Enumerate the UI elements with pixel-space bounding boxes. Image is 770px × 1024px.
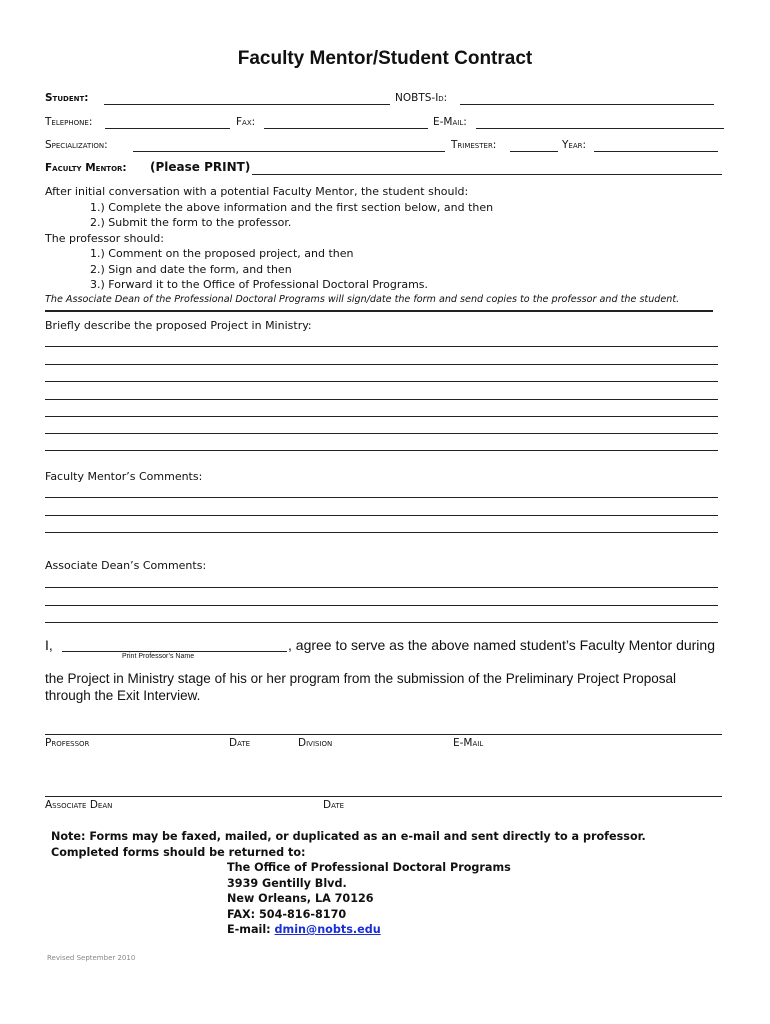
agreement-prefix: I, [45,637,53,653]
dean-comment-line[interactable] [45,622,718,623]
agreement-line-2: the Project in Ministry stage of his or her program from the submission of the Preliminary Project Proposal [45,671,677,686]
print-professor-caption: Print Professor’s Name [122,653,195,660]
office-city: New Orleans, LA 70126 [227,892,374,905]
student-field[interactable] [104,104,390,105]
student-label: Student: [45,92,89,104]
professor-step-3: 3.) Forward it to the Office of Professional Doctoral Programs. [90,278,429,291]
office-email-prefix: E-mail: [227,923,271,936]
specialization-label: Specialization: [45,139,108,151]
nobts-id-label: NOBTS-Id: [395,92,448,104]
project-line[interactable] [45,381,718,382]
project-line[interactable] [45,416,718,417]
fax-field[interactable] [264,128,428,129]
year-field[interactable] [594,151,718,152]
dean-comment-line[interactable] [45,605,718,606]
telephone-field[interactable] [105,128,230,129]
professor-signature-line[interactable] [45,734,722,735]
dean-date-label: Date [323,799,345,811]
office-name: The Office of Professional Doctoral Programs [227,861,511,874]
office-email-link[interactable]: dmin@nobts.edu [274,923,381,936]
email-field[interactable] [476,128,724,129]
trimester-label: Trimester: [451,139,497,151]
page-title: Faculty Mentor/Student Contract [237,48,533,69]
faculty-mentor-label: Faculty Mentor: [45,162,127,174]
mentor-comment-line[interactable] [45,515,718,516]
dean-comments-label: Associate Dean’s Comments: [45,559,207,572]
mentor-comments-label: Faculty Mentor’s Comments: [45,470,203,483]
note-line-2: Completed forms should be returned to: [51,846,306,859]
dean-comment-line[interactable] [45,587,718,588]
dean-note: The Associate Dean of the Professional Doctoral Programs will sign/date the form and send copies to the professor and the student. [45,294,680,305]
student-step-1: 1.) Complete the above information and the first section below, and then [90,201,494,214]
professor-intro: The professor should: [45,232,164,245]
project-line[interactable] [45,364,718,365]
project-label: Briefly describe the proposed Project in Ministry: [45,319,312,332]
division-label: Division [298,737,333,749]
trimester-field[interactable] [510,151,558,152]
office-fax: FAX: 504-816-8170 [227,908,347,921]
office-email [227,923,381,936]
specialization-field[interactable] [133,151,445,152]
agreement-suffix: , agree to serve as the above named student’s Faculty Mentor during [288,637,715,653]
project-line[interactable] [45,346,718,347]
office-street: 3939 Gentilly Blvd. [227,877,347,890]
dean-signature-line[interactable] [45,796,722,797]
project-line[interactable] [45,450,718,451]
email-signature-label: E-Mail [453,737,484,749]
year-label: Year: [562,139,587,151]
nobts-id-field[interactable] [460,104,714,105]
professor-name-field[interactable] [62,651,287,652]
professor-step-2: 2.) Sign and date the form, and then [90,263,292,276]
fax-label: Fax: [236,116,256,128]
professor-label: Professor [45,737,90,749]
faculty-mentor-print-note: (Please PRINT) [150,160,251,174]
mentor-comment-line[interactable] [45,497,718,498]
date-label: Date [229,737,251,749]
student-step-2: 2.) Submit the form to the professor. [90,216,292,229]
note-line-1: Note: Forms may be faxed, mailed, or duplicated as an e-mail and sent directly to a professor. [51,830,646,843]
professor-step-1: 1.) Comment on the proposed project, and then [90,247,354,260]
telephone-label: Telephone: [45,116,93,128]
instructions-intro: After initial conversation with a potential Faculty Mentor, the student should: [45,185,469,198]
mentor-comment-line[interactable] [45,532,718,533]
email-label: E-Mail: [433,116,467,128]
agreement-line-3: through the Exit Interview. [45,688,201,703]
associate-dean-label: Associate Dean [45,799,113,811]
project-line[interactable] [45,433,718,434]
faculty-mentor-field[interactable] [252,174,722,175]
project-line[interactable] [45,399,718,400]
revised-date: Revised September 2010 [47,954,136,962]
section-divider [45,310,713,312]
